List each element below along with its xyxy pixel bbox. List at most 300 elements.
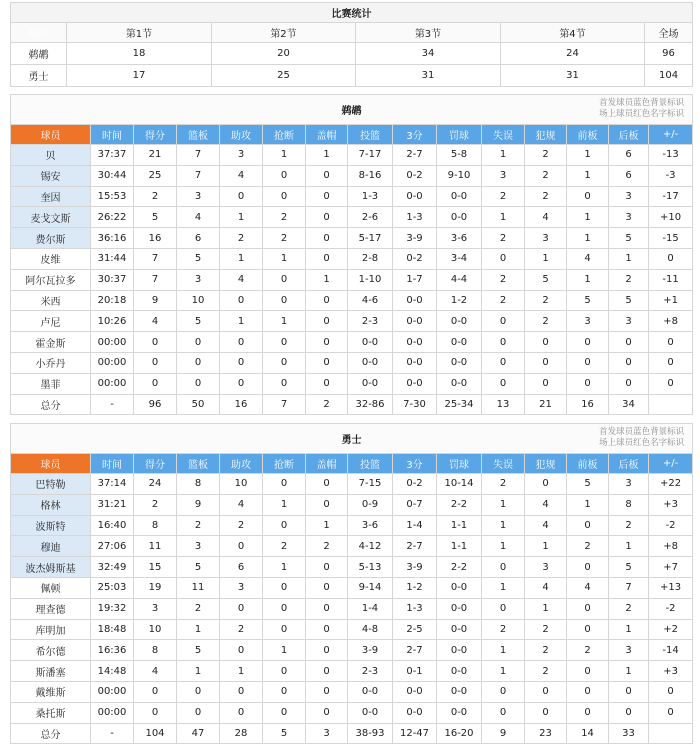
stat-cell: 0 [263, 332, 306, 353]
stat-cell: 0 [177, 352, 220, 373]
stat-cell: 0 [134, 332, 177, 353]
stat-cell: 2 [134, 494, 177, 515]
stat-cell: 1 [525, 598, 567, 619]
stat-cell: 9-10 [437, 165, 482, 186]
stat-cell: 0 [306, 640, 348, 661]
stat-cell: -3 [649, 165, 693, 186]
stat-cell: 2 [609, 269, 649, 290]
stat-cell: 1 [263, 494, 306, 515]
stat-cell: 0 [220, 373, 263, 394]
totals-row [11, 723, 693, 743]
total-cell: 50 [177, 394, 220, 414]
player-name: 波斯特 [11, 515, 91, 536]
stat-cell: 2 [177, 598, 220, 619]
stat-cell: 25:03 [91, 577, 134, 598]
stat-cell: 0 [567, 373, 609, 394]
stat-cell: 2 [482, 186, 525, 207]
stat-cell: 8 [134, 640, 177, 661]
quarter-score-cell: 96 [645, 43, 693, 65]
stat-cell: 3 [220, 145, 263, 166]
player-row [11, 373, 693, 394]
stat-cell: 0 [263, 598, 306, 619]
stat-cell: 36:16 [91, 228, 134, 249]
stat-cell: 00:00 [91, 373, 134, 394]
stat-cell: 30:37 [91, 269, 134, 290]
stat-cell: 16 [134, 228, 177, 249]
stat-cell: 1 [609, 536, 649, 557]
stat-cell: 2-5 [393, 619, 437, 640]
stat-cell: 5 [177, 557, 220, 578]
stat-cell: 0 [567, 598, 609, 619]
column-header: 犯规 [525, 125, 567, 145]
stat-cell: 0-7 [393, 494, 437, 515]
stat-cell: 0-0 [393, 290, 437, 311]
stat-cell: 0-0 [393, 332, 437, 353]
stat-cell: 8 [134, 515, 177, 536]
stat-cell: 6 [177, 228, 220, 249]
quarter-header-cell: 全场 [645, 23, 693, 43]
stat-cell: 2 [177, 515, 220, 536]
player-name: 锡安 [11, 165, 91, 186]
stat-cell: 2 [525, 165, 567, 186]
stat-cell: 1-3 [393, 207, 437, 228]
stat-cell: 0 [525, 681, 567, 702]
stat-cell: 0-0 [437, 598, 482, 619]
total-cell [649, 394, 693, 414]
player-name: 希尔德 [11, 640, 91, 661]
stat-cell: 4 [567, 577, 609, 598]
total-cell: 38-93 [348, 723, 393, 743]
stat-cell: 1-10 [348, 269, 393, 290]
team-title: 鹈鹕 [341, 106, 362, 117]
stat-cell: 0-0 [393, 186, 437, 207]
stat-cell: 0 [567, 661, 609, 682]
column-header: 时间 [91, 125, 134, 145]
stat-cell: 1-2 [437, 290, 482, 311]
column-header-row [11, 454, 693, 474]
stat-cell: -15 [649, 228, 693, 249]
stat-cell: 3 [609, 311, 649, 332]
stat-cell: 0-2 [393, 248, 437, 269]
stat-cell: 1 [220, 661, 263, 682]
stat-cell: 2 [482, 474, 525, 495]
stat-cell: 0 [134, 352, 177, 373]
stat-cell: 1 [177, 661, 220, 682]
stat-cell: 1-4 [393, 515, 437, 536]
stat-cell: 0 [134, 681, 177, 702]
player-row [11, 536, 693, 557]
stat-cell: 0 [649, 332, 693, 353]
column-header: 球员 [11, 454, 91, 474]
player-row [11, 557, 693, 578]
stat-cell: 2 [220, 619, 263, 640]
stat-cell: 0 [263, 290, 306, 311]
total-cell: 32-86 [348, 394, 393, 414]
column-header: 失误 [482, 125, 525, 145]
player-row [11, 311, 693, 332]
stat-cell: 0 [263, 661, 306, 682]
stat-cell: 1 [567, 228, 609, 249]
stat-cell: 24 [134, 474, 177, 495]
player-row [11, 145, 693, 166]
stat-cell: 0-0 [437, 332, 482, 353]
player-name: 穆迪 [11, 536, 91, 557]
stat-cell: 2 [567, 640, 609, 661]
stat-cell: 1-1 [437, 536, 482, 557]
stat-cell: 0 [525, 474, 567, 495]
stat-cell: 0 [220, 536, 263, 557]
stat-cell: 0 [306, 702, 348, 723]
stat-cell: 0 [609, 681, 649, 702]
column-header: 3分 [393, 454, 437, 474]
total-cell: 2 [306, 394, 348, 414]
player-name: 巴特勒 [11, 474, 91, 495]
stat-cell: 1 [220, 207, 263, 228]
stat-cell: 3-9 [348, 640, 393, 661]
stat-cell: 1 [482, 494, 525, 515]
stat-cell: 5-8 [437, 145, 482, 166]
stat-cell: 1 [306, 269, 348, 290]
stat-cell: 0 [306, 207, 348, 228]
quarter-score-row [11, 65, 693, 87]
total-cell: 16-20 [437, 723, 482, 743]
stat-cell: 3-6 [348, 515, 393, 536]
stat-cell: 0 [525, 332, 567, 353]
player-row [11, 702, 693, 723]
column-header: 球员 [11, 125, 91, 145]
team-title: 勇士 [341, 435, 362, 446]
column-header: 时间 [91, 454, 134, 474]
stat-cell: 1-3 [348, 186, 393, 207]
player-name: 米西 [11, 290, 91, 311]
stat-cell: 3 [609, 207, 649, 228]
stat-cell: 4 [525, 494, 567, 515]
total-cell: 7 [263, 394, 306, 414]
stat-cell: 0-0 [437, 577, 482, 598]
stat-cell: 1-4 [348, 598, 393, 619]
stat-cell: 10 [177, 290, 220, 311]
stat-cell: 2 [220, 515, 263, 536]
stat-cell: 5 [177, 311, 220, 332]
stat-cell: 2-6 [348, 207, 393, 228]
team-title-row [11, 424, 693, 454]
stat-cell: 3-9 [393, 228, 437, 249]
quarter-score-cell: 104 [645, 65, 693, 87]
legend-starter-note: 首发球员蓝色背景标识 [599, 427, 685, 437]
quarter-score-cell: 20 [212, 43, 356, 65]
stat-cell: 4 [525, 577, 567, 598]
legend-oncourt-note: 场上球员红色名字标识 [599, 109, 685, 119]
stat-cell: 5 [567, 290, 609, 311]
stat-cell: 0 [263, 373, 306, 394]
legend-note [599, 98, 684, 120]
player-row [11, 494, 693, 515]
stat-cell: 3 [220, 577, 263, 598]
stat-cell: 0-1 [393, 661, 437, 682]
stat-cell: 00:00 [91, 352, 134, 373]
stat-cell: 0-0 [393, 352, 437, 373]
player-name: 卢尼 [11, 311, 91, 332]
stat-cell: 1 [482, 207, 525, 228]
stat-cell: 25 [134, 165, 177, 186]
stat-cell: 0 [306, 352, 348, 373]
quarter-score-cell: 34 [356, 43, 501, 65]
stat-cell: 0 [306, 311, 348, 332]
total-cell: 16 [220, 394, 263, 414]
total-cell: 3 [306, 723, 348, 743]
stat-cell: 3 [525, 557, 567, 578]
total-cell: 23 [525, 723, 567, 743]
stat-cell: 00:00 [91, 702, 134, 723]
stat-cell: -17 [649, 186, 693, 207]
quarter-score-row [11, 43, 693, 65]
stat-cell: 2 [525, 290, 567, 311]
quarter-score-cell: 31 [501, 65, 645, 87]
stat-cell: 2 [482, 619, 525, 640]
stat-cell: 0 [649, 702, 693, 723]
stat-cell: 2 [525, 619, 567, 640]
stat-cell: 16:40 [91, 515, 134, 536]
stat-cell: 0 [220, 290, 263, 311]
stat-cell: 0 [134, 373, 177, 394]
stat-cell: 2 [525, 640, 567, 661]
stat-cell: 3-9 [393, 557, 437, 578]
stat-cell: 0 [609, 702, 649, 723]
stat-cell: 5-13 [348, 557, 393, 578]
column-header: 犯规 [525, 454, 567, 474]
stat-cell: 0-0 [437, 640, 482, 661]
team-name-cell: 鹈鹕 [11, 43, 67, 65]
stat-cell: 1-2 [393, 577, 437, 598]
stat-cell: 0-0 [393, 373, 437, 394]
stat-cell: 0 [306, 290, 348, 311]
stat-cell: 0 [482, 332, 525, 353]
stat-cell: 0 [567, 352, 609, 373]
stat-cell: 1-7 [393, 269, 437, 290]
stat-cell: -11 [649, 269, 693, 290]
stat-cell: 3 [177, 186, 220, 207]
stat-cell: 0 [306, 248, 348, 269]
player-name: 佩顿 [11, 577, 91, 598]
column-header: 前板 [567, 125, 609, 145]
stat-cell: 2 [482, 290, 525, 311]
column-header: 篮板 [177, 454, 220, 474]
stat-cell: 0 [649, 373, 693, 394]
stat-cell: 0-0 [348, 702, 393, 723]
stat-cell: 5 [525, 269, 567, 290]
stat-cell: 26:22 [91, 207, 134, 228]
stat-cell: 8 [609, 494, 649, 515]
stat-cell: 1 [567, 207, 609, 228]
stat-cell: 0 [306, 228, 348, 249]
stat-cell: 2-2 [437, 494, 482, 515]
stat-cell: 0 [263, 165, 306, 186]
stat-cell: 19 [134, 577, 177, 598]
stat-cell: 2-7 [393, 145, 437, 166]
stat-cell: 0 [306, 661, 348, 682]
stat-cell: 0 [306, 165, 348, 186]
player-name: 格林 [11, 494, 91, 515]
stat-cell: 0 [482, 248, 525, 269]
stat-cell: 0 [220, 332, 263, 353]
stat-cell: 4 [220, 269, 263, 290]
stat-cell: 1 [220, 248, 263, 269]
stat-cell: 0-0 [437, 661, 482, 682]
stat-cell: 3 [609, 474, 649, 495]
stat-cell: 14:48 [91, 661, 134, 682]
column-header: 后板 [609, 454, 649, 474]
player-row [11, 619, 693, 640]
stat-cell: 0 [220, 598, 263, 619]
total-cell: 33 [609, 723, 649, 743]
stat-cell: 2 [263, 207, 306, 228]
stat-cell: 00:00 [91, 332, 134, 353]
stat-cell: 0 [567, 515, 609, 536]
stat-cell: 2-3 [348, 661, 393, 682]
player-row [11, 165, 693, 186]
total-cell: - [91, 723, 134, 743]
quarter-table-title: 比赛统计 [11, 3, 693, 23]
column-header: 盖帽 [306, 454, 348, 474]
stat-cell: 9 [177, 494, 220, 515]
stat-cell: 3 [525, 228, 567, 249]
stat-cell: 0-0 [437, 373, 482, 394]
player-row [11, 661, 693, 682]
stat-cell: -14 [649, 640, 693, 661]
column-header: 罚球 [437, 454, 482, 474]
total-cell: 47 [177, 723, 220, 743]
stat-cell: 2-3 [348, 311, 393, 332]
stat-cell: 0-0 [437, 186, 482, 207]
stat-cell: 2 [134, 186, 177, 207]
stat-cell: 0 [134, 702, 177, 723]
stat-cell: 0 [567, 619, 609, 640]
quarter-score-cell: 17 [67, 65, 212, 87]
stat-cell: 3 [482, 165, 525, 186]
total-cell: - [91, 394, 134, 414]
stat-cell: 5 [177, 248, 220, 269]
stat-cell: 0-0 [437, 702, 482, 723]
stat-cell: 0 [306, 681, 348, 702]
column-header: 后板 [609, 125, 649, 145]
stat-cell: 0 [482, 352, 525, 373]
player-row [11, 352, 693, 373]
stat-cell: 37:14 [91, 474, 134, 495]
stat-cell: +7 [649, 557, 693, 578]
column-header: 得分 [134, 125, 177, 145]
legend-starter-note: 首发球员蓝色背景标识 [599, 98, 685, 108]
stat-cell: 2 [263, 536, 306, 557]
stat-cell: 6 [220, 557, 263, 578]
player-name: 麦戈文斯 [11, 207, 91, 228]
stat-cell: 11 [177, 577, 220, 598]
player-name: 库明加 [11, 619, 91, 640]
stat-cell: 0-0 [437, 619, 482, 640]
stat-cell: 20:18 [91, 290, 134, 311]
stat-cell: 0 [263, 577, 306, 598]
stat-cell: 0-0 [348, 352, 393, 373]
player-row [11, 228, 693, 249]
stat-cell: 2-7 [393, 536, 437, 557]
total-cell: 21 [525, 394, 567, 414]
stat-cell: 0-0 [437, 352, 482, 373]
total-cell: 5 [263, 723, 306, 743]
stat-cell: 1 [609, 619, 649, 640]
stat-cell: 0 [567, 186, 609, 207]
stat-cell: 31:44 [91, 248, 134, 269]
stat-cell: 0 [177, 702, 220, 723]
stat-cell: 0 [220, 702, 263, 723]
player-name: 贝 [11, 145, 91, 166]
team-name-cell: 勇士 [11, 65, 67, 87]
totals-row [11, 394, 693, 414]
player-row [11, 577, 693, 598]
stat-cell: 0-0 [437, 207, 482, 228]
stat-cell: 0 [220, 681, 263, 702]
player-row [11, 207, 693, 228]
stat-cell: 1-3 [393, 598, 437, 619]
stat-cell: 4 [525, 207, 567, 228]
stat-cell: 0 [177, 681, 220, 702]
stat-cell: 7 [177, 145, 220, 166]
stat-cell: 0 [306, 619, 348, 640]
column-header: 失误 [482, 454, 525, 474]
stat-cell: 1 [482, 640, 525, 661]
quarter-header-cell: 第3节 [356, 23, 501, 43]
stat-cell: 0 [306, 332, 348, 353]
stat-cell: -2 [649, 598, 693, 619]
stat-cell: 0 [220, 186, 263, 207]
player-row [11, 681, 693, 702]
player-name: 小乔丹 [11, 352, 91, 373]
stat-cell: 0-0 [437, 681, 482, 702]
stat-cell: 10 [134, 619, 177, 640]
player-row [11, 290, 693, 311]
total-cell: 16 [567, 394, 609, 414]
stat-cell: 0 [306, 186, 348, 207]
stat-cell: 0-0 [348, 373, 393, 394]
quarter-header-cell: 第2节 [212, 23, 356, 43]
stat-cell: +2 [649, 619, 693, 640]
stat-cell: 4 [134, 661, 177, 682]
stat-cell: 0 [306, 557, 348, 578]
stat-cell: 1 [306, 515, 348, 536]
stat-cell: 3-4 [437, 248, 482, 269]
stat-cell: 3 [177, 536, 220, 557]
quarter-score-cell: 31 [356, 65, 501, 87]
stat-cell: 2 [525, 145, 567, 166]
player-row [11, 515, 693, 536]
stat-cell: 0 [306, 598, 348, 619]
stat-cell: 4-12 [348, 536, 393, 557]
quarter-score-cell: 25 [212, 65, 356, 87]
stat-cell: 0 [263, 619, 306, 640]
stat-cell: 4-4 [437, 269, 482, 290]
stat-cell: 1 [609, 661, 649, 682]
column-header: 得分 [134, 454, 177, 474]
stat-cell: 5 [134, 207, 177, 228]
stat-cell: 27:06 [91, 536, 134, 557]
quarter-table-header-row [11, 23, 693, 43]
stat-cell: 0-0 [437, 311, 482, 332]
stat-cell: 1 [567, 145, 609, 166]
stat-cell: 4 [567, 248, 609, 269]
stat-cell: 00:00 [91, 681, 134, 702]
column-header: 投篮 [348, 125, 393, 145]
column-header: 助攻 [220, 125, 263, 145]
stat-cell: 2-7 [393, 640, 437, 661]
stat-cell: 1 [263, 640, 306, 661]
